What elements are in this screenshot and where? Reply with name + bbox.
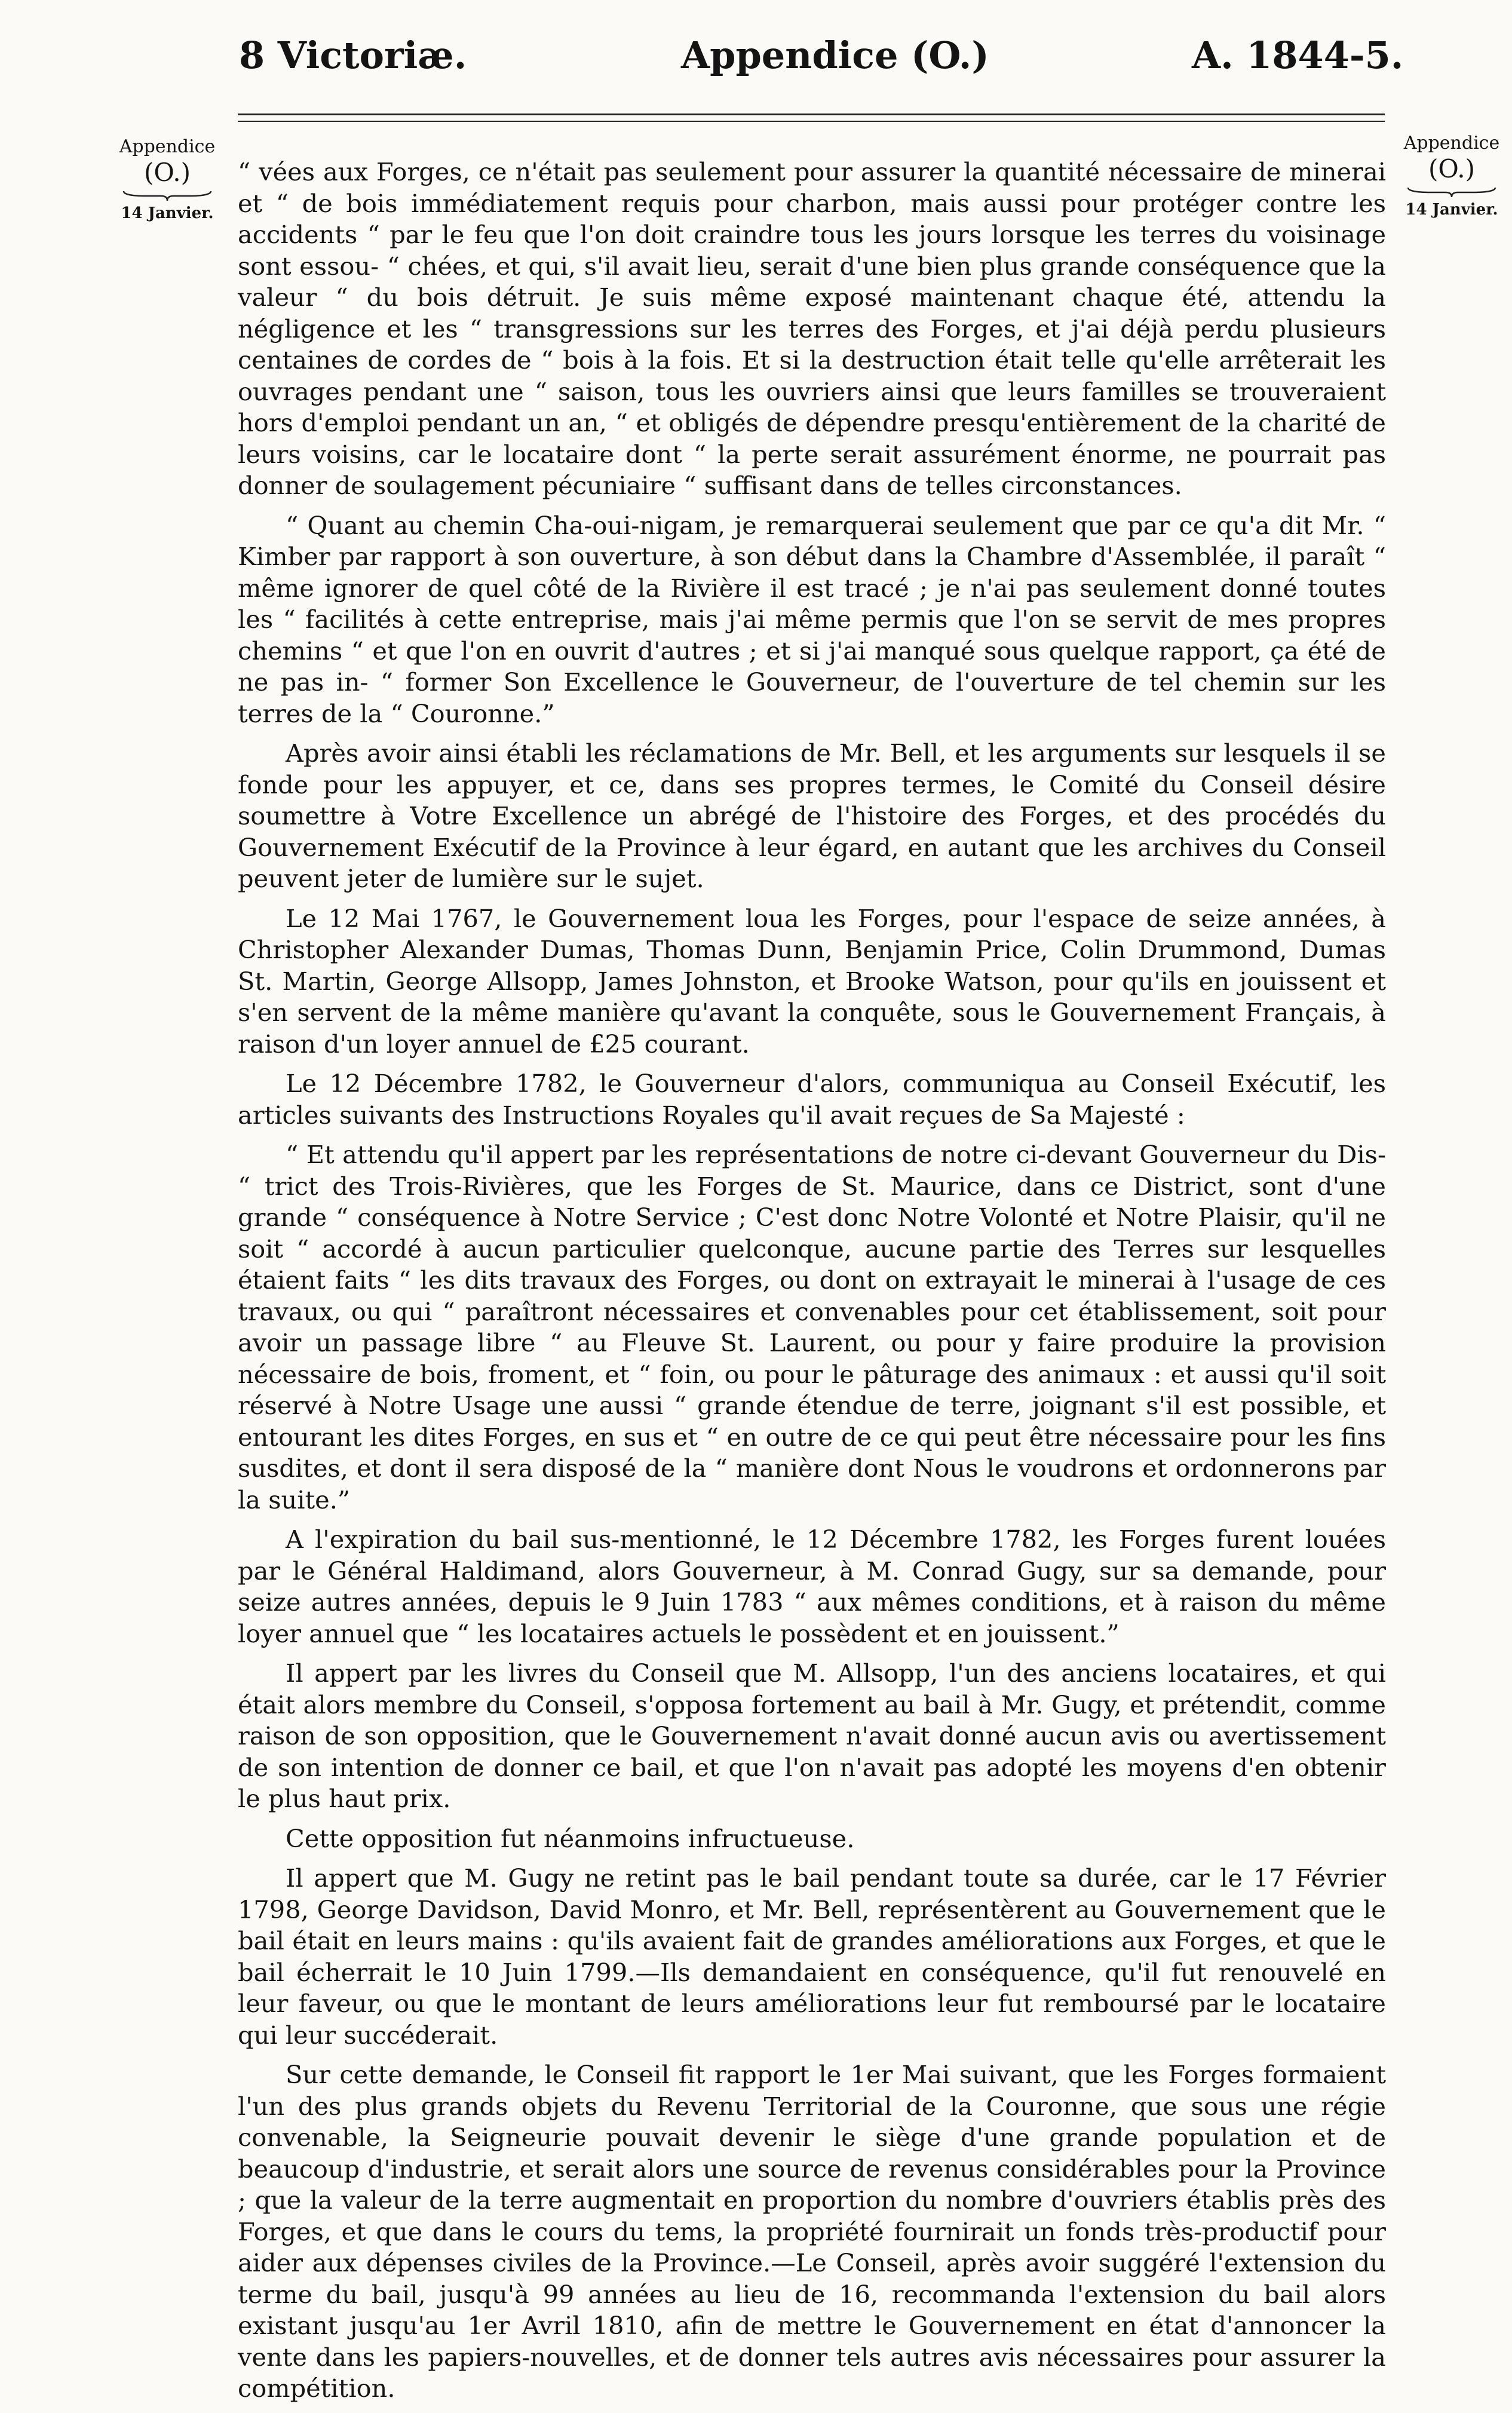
paragraph: Le 12 Décembre 1782, le Gouverneur d'alors, communiqua au Conseil Exécutif, les articles suivants des Instructions Royales qu'il avait reçues de Sa Majesté : [238, 1069, 1386, 1130]
header-rule-thick [238, 114, 1385, 115]
margin-note-right [1398, 133, 1505, 220]
paragraph: Après avoir ainsi établi les réclamations de Mr. Bell, et les arguments sur lesquels il se fonde pour les appuyer, et ce, dans ses propres termes, le Comité du Conseil désire soumettre à Votre Excellence un abrégé de l'histoire des Forges, et des procédés du Gouvernement Exécutif de la Province à leur égard, en autant que les archives du Conseil peuvent jeter de lumière sur le sujet. [238, 738, 1386, 893]
header-appendix-title: Appendice (O.) [681, 33, 989, 77]
paragraph: A l'expiration du bail sus-mentionné, le 12 Décembre 1782, les Forges furent louées par le Général Haldimand, alors Gouverneur, à M. Conrad Gugy, sur sa demande, pour seize autres années, depuis le 9 Juin 1783 “ aux mêmes conditions, et à raison du même loyer annuel que “ les locataires actuels le possèdent et en jouissent.” [238, 1525, 1386, 1648]
header-session: 8 Victoriæ. [239, 33, 467, 77]
paragraph: Il appert par les livres du Conseil que M. Allsopp, l'un des anciens locataires, et qui était alors membre du Conseil, s'opposa fortement au bail à Mr. Gugy, et prétendit, comme raison de son opposition, que le Gouvernement n'avait donné aucun avis ou avertissement de son intention de donner ce bail, et que l'on n'avait pas adopté les moyens d'en obtenir le plus haut prix. [238, 1658, 1386, 1813]
margin-note-left [114, 136, 221, 223]
paragraph: Sur cette demande, le Conseil fit rapport le 1er Mai suivant, que les Forges formaient l'un des plus grands objets du Revenu Territorial de la Couronne, que sous une régie convenable, la Seigneurie pouvait devenir le siège d'une grande population et de beaucoup d'industrie, et serait alors une source de revenus considérables pour la Province ; que la valeur de la terre augmentait en proportion du nombre d'ouvriers établis près des Forges, et que dans le cours du tems, la propriété fournirait un fonds très-productif pour aider aux dépenses civiles de la Province.—Le Conseil, après avoir suggéré l'extension du terme du bail, jusqu'à 99 années au lieu de 16, recommanda l'extension du bail alors existant jusqu'au 1er Avril 1810, afin de mettre le Gouvernement en état d'annoncer la vente dans les papiers-nouvelles, et de donner tels autres avis nécessaires pour assurer la compétition. [238, 2060, 1386, 2403]
document-body [238, 157, 1386, 2413]
brace-icon [1407, 186, 1496, 198]
margin-note-code: (O.) [143, 158, 191, 187]
paragraph: Le 12 Mai 1767, le Gouvernement loua les Forges, pour l'espace de seize années, à Christopher Alexander Dumas, Thomas Dunn, Benjamin Price, Colin Drummond, Dumas St. Martin, George Allsopp, James Johnston, et Brooke Watson, pour qu'ils en jouissent et s'en servent de la même manière qu'avant la conquête, sous le Gouvernement Français, à raison d'un loyer annuel de £25 courant. [238, 903, 1386, 1059]
paragraph-quote-continuation: “ vées aux Forges, ce n'était pas seulement pour assurer la quantité nécessaire de minerai et “ de bois immédiatement requis pour charbon, mais aussi pour protéger contre les accidents “ par le feu que l'on doit craindre tous les jours lorsque les terres du voisinage sont essou- “ chées, et qui, s'il avait lieu, serait d'une bien plus grande conséquence que la valeur “ du bois détruit. Je suis même exposé maintenant chaque été, attendu la négligence et les “ transgressions sur les terres des Forges, et j'ai déjà perdu plusieurs centaines de cordes de “ bois à la fois. Et si la destruction était telle qu'elle arrêterait les ouvrages pendant une “ saison, tous les ouvriers ainsi que leurs familles se trouveraient hors d'emploi pendant un an, “ et obligés de dépendre presqu'entièrement de la charité de leurs voisins, car le locataire dont “ la perte serait assurément énorme, ne pourrait pas donner de soulagement pécuniaire “ suffisant dans de telles circonstances. [238, 157, 1386, 500]
paragraph: Cette opposition fut néanmoins infructueuse. [286, 1823, 855, 1853]
margin-note-code: (O.) [1428, 154, 1476, 183]
paragraph-quote-instructions: “ Et attendu qu'il appert par les représentations de notre ci-devant Gouverneur du Dis- “ trict des Trois-Rivières, que les Forges de St. Maurice, dans ce District, sont d'une grande “ conséquence à Notre Service ; C'est donc Notre Volonté et Notre Plaisir, qu'il ne soit “ accordé à aucun particulier quelconque, aucune partie des Terres sur lesquelles étaient faits “ les dits travaux des Forges, ou dont on extrayait le minerai à l'usage de ces travaux, ou qui “ paraîtront nécessaires et convenables pour cet établissement, soit pour avoir un passage libre “ au Fleuve St. Laurent, ou pour y faire produire la provision nécessaire de bois, froment, et “ foin, ou pour le pâturage des animaux : et aussi qu'il soit réservé à Notre Usage une aussi “ grande étendue de terre, joignant s'il est possible, et entourant les dites Forges, en sus et “ en outre de ce qui peut être nécessaire pour les fins susdites, et dont il sera disposé de la “ manière dont Nous le voudrons et ordonnerons par la suite.” [238, 1140, 1386, 1514]
header-rule-thin [238, 121, 1385, 122]
paragraph-quote-chemin: “ Quant au chemin Cha-oui-nigam, je remarquerai seulement que par ce qu'a dit Mr. “ Kimber par rapport à son ouverture, à son début dans la Chambre d'Assemblée, il paraît “ même ignorer de quel côté de la Rivière il est tracé ; je n'ai pas seulement donné toutes les “ facilités à cette entreprise, mais j'ai même permis que l'on se servit de mes propres chemins “ et que l'on en ouvrit d'autres ; et si j'ai manqué sous quelque rapport, ça été de ne pas in- “ former Son Excellence le Gouverneur, de l'ouverture de tel chemin sur les terres de la “ Couronne.” [238, 510, 1386, 728]
margin-note-date: 14 Janvier. [1405, 201, 1498, 219]
brace-icon [122, 190, 212, 202]
margin-note-label: Appendice [1403, 133, 1500, 154]
paragraph: Il appert que M. Gugy ne retint pas le bail pendant toute sa durée, car le 17 Février 1798, George Davidson, David Monro, et Mr. Bell, représentèrent au Gouvernement que le bail était en leurs mains : qu'ils avaient fait de grandes améliorations aux Forges, et que le bail écherrait le 10 Juin 1799.—Ils demandaient en conséquence, qu'il fut renouvelé en leur faveur, ou que le montant de leurs améliorations leur fut remboursé par le locataire qui leur succéderait. [238, 1863, 1386, 2050]
margin-note-date: 14 Janvier. [121, 204, 214, 223]
header-year: A. 1844-5. [1192, 33, 1404, 77]
margin-note-label: Appendice [119, 136, 216, 157]
